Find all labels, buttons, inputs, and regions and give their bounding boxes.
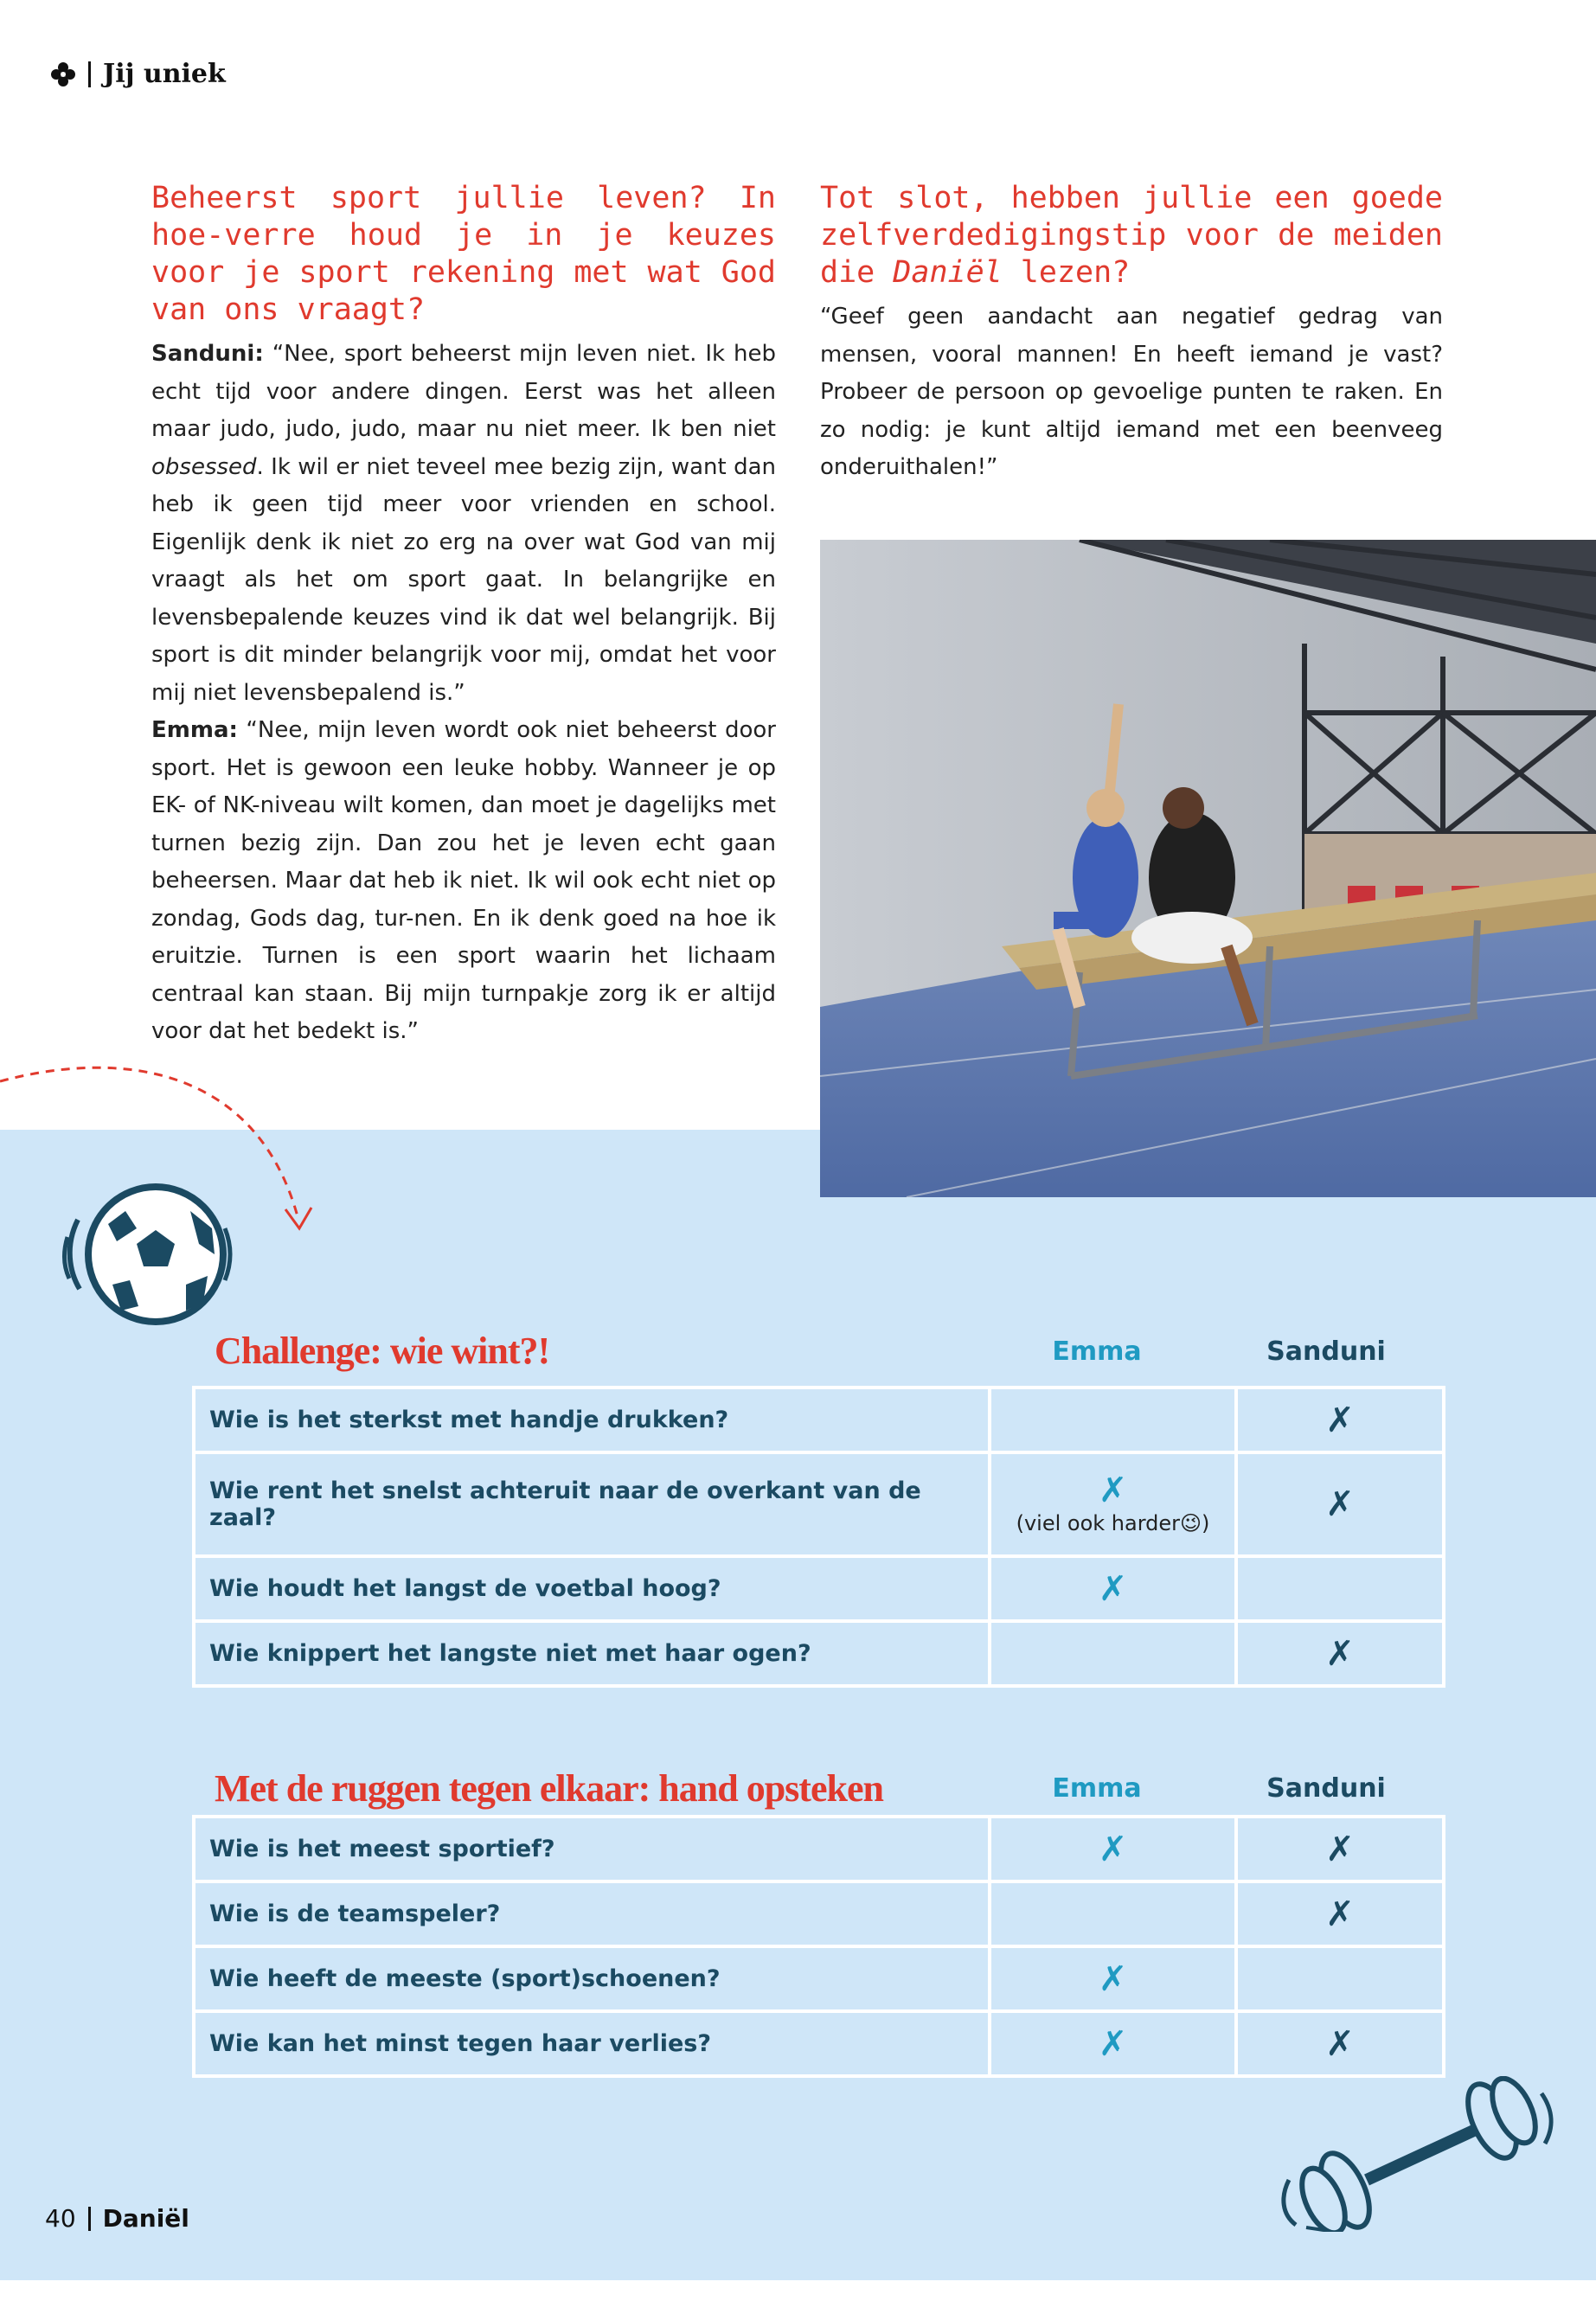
sanduni-text-2: . Ik wil er niet teveel mee bezig zijn, want dan heb ik geen tijd meer voor vrienden en school. Eigenlijk denk ik niet zo erg na over wat God van mij vraagt als het om sport gaat. In belangrijke en levensbepalende keuzes vind ik dat wel belangrijk. Bij sport is dit minder belangrijk voor mij, omdat het voor mij niet levensbepalend is.” [151,453,776,706]
right-question-emph: Daniël [893,255,1003,290]
sanduni-cell [1236,1881,1444,1946]
right-question-1: Tot slot, hebben jullie een goede zelfverdedigingstip voor de meiden die [820,181,1443,290]
sanduni-emph: obsessed [151,453,257,480]
table-row [194,1388,1444,1452]
table-row [194,1946,1444,2011]
sanduni-check: ✗ [1325,2023,1355,2064]
emma-note: (viel ook harder😉) [1016,1511,1210,1535]
sanduni-check: ✗ [1325,1633,1355,1674]
emma-cell [990,1881,1236,1946]
emma-check: ✗ [1098,2023,1128,2064]
left-question: Beheerst sport jullie leven? In hoe-verre houd je in je keuzes voor je sport rekening met wat God van ons vraagt? [151,181,776,327]
dumbbell-icon [1272,2076,1557,2232]
sanduni-cell [1236,1946,1444,2011]
sanduni-cell [1236,1817,1444,1881]
sanduni-cell [1236,1621,1444,1686]
sanduni-text-1: “Nee, sport beheerst mijn leven niet. Ik heb echt tijd voor andere dingen. Eerst was het alleen maar judo, judo, judo, maar nu niet meer. Ik ben niet [151,341,776,442]
emma-cell [990,1556,1236,1621]
table2-col-sanduni: Sanduni [1266,1773,1386,1804]
table1-title: Challenge: wie wint?! [215,1330,550,1372]
question-cell: Wie kan het minst tegen haar verlies? [194,2011,990,2076]
emma-cell [990,1452,1236,1556]
table2-col-emma: Emma [1052,1773,1142,1804]
sanduni-label: Sanduni: [151,341,264,367]
right-question [820,180,1443,292]
emma-text: “Nee, mijn leven wordt ook niet beheerst door sport. Het is gewoon een leuke hobby. Wanneer je op EK- of NK-niveau wilt komen, dan moet je dagelijks met turnen bezig zijn. Dan zou het je leven echt gaan beheersen. Maar dat heb ik niet. Ik wil ook echt niet op zondag, Gods dag, tur-nen. En ik denk goed na hoe ik eruitzie. Turnen is een sport waarin het lichaam centraal kan staan. Bij mijn turnpakje zorg ik er altijd voor dat het bedekt is.” [151,717,776,1044]
sanduni-check: ✗ [1325,1484,1355,1524]
sanduni-check: ✗ [1325,1894,1355,1934]
question-cell: Wie is het sterkst met handje drukken? [194,1388,990,1452]
emma-label: Emma: [151,717,238,743]
gym-photo [820,540,1596,1197]
sanduni-cell [1236,1452,1444,1556]
left-column [151,180,776,1051]
sanduni-cell [1236,1388,1444,1452]
emma-check: ✗ [1098,1958,1128,1999]
question-cell: Wie rent het snelst achteruit naar de overkant van de zaal? [194,1452,990,1556]
emma-check: ✗ [1098,1829,1128,1869]
emma-cell [990,1621,1236,1686]
emma-check: ✗ [1098,1568,1128,1609]
header-separator [88,61,91,87]
hands-up-table [192,1815,1445,2078]
sanduni-check: ✗ [1325,1829,1355,1869]
page-number: 40 [45,2204,76,2233]
right-answer: “Geef geen aandacht aan negatief gedrag van mensen, vooral mannen! En heeft iemand je vast? Probeer de persoon op gevoelige punten te raken. En zo nodig: je kunt altijd iemand met een beenveeg onderuithalen!” [820,304,1443,480]
page-footer [45,2204,189,2233]
left-answer [151,336,776,1051]
emma-check: ✗ [1098,1471,1128,1510]
table-row [194,1452,1444,1556]
sanduni-cell [1236,1556,1444,1621]
table-row [194,2011,1444,2076]
table-row [194,1817,1444,1881]
table-row [194,1881,1444,1946]
emma-cell [990,1946,1236,2011]
right-question-2: lezen? [1002,255,1131,290]
table1-col-sanduni: Sanduni [1266,1336,1386,1367]
section-title: Jij uniek [103,59,226,89]
emma-cell [990,1388,1236,1452]
emma-cell [990,2011,1236,2076]
table2-title: Met de ruggen tegen elkaar: hand opsteken [215,1767,883,1810]
sanduni-check: ✗ [1325,1400,1355,1440]
table1-col-emma: Emma [1052,1336,1142,1367]
right-column [820,180,1443,487]
section-header [50,59,226,89]
question-cell: Wie is de teamspeler? [194,1881,990,1946]
question-cell: Wie houdt het langst de voetbal hoog? [194,1556,990,1621]
footer-separator [88,2207,91,2231]
emma-cell [990,1817,1236,1881]
question-cell: Wie heeft de meeste (sport)schoenen? [194,1946,990,2011]
flower-icon [50,61,76,87]
challenge-table [192,1386,1445,1688]
question-cell: Wie is het meest sportief? [194,1817,990,1881]
magazine-name: Daniël [102,2204,189,2233]
sanduni-cell [1236,2011,1444,2076]
question-cell: Wie knippert het langste niet met haar ogen? [194,1621,990,1686]
table-row [194,1621,1444,1686]
table-row [194,1556,1444,1621]
soccer-ball-icon [61,1176,234,1332]
